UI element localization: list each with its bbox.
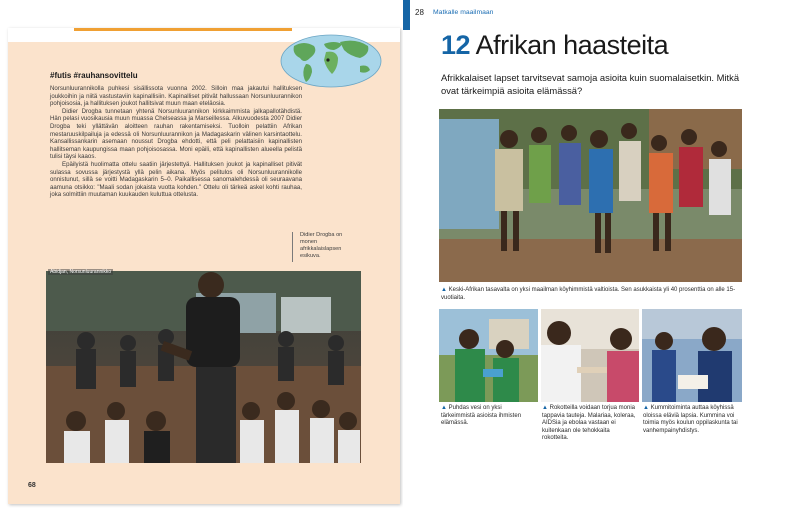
drogba-photo — [46, 271, 361, 463]
chapter-title — [441, 30, 668, 61]
caption-text: Rokotteilla voidaan torjua monia tappavia tauteja. Malariaa, koleraa, AIDSia ja ebolaa vastaan ei kuitenkaan ole tehokkaita rokotteita. — [542, 405, 636, 442]
triangle-marker-icon: ▲ — [441, 287, 447, 293]
side-note-rule — [292, 232, 293, 262]
photo-location-label: Abidjan, Norsunluurannikko — [50, 269, 112, 275]
paragraph: Norsunluurannikolla puhkesi sisällissota vuonna 2002. Silloin maa jakautui hallituksen joukkoihin ja niitä vastustaviin kapinallisiin. Kapinalliset pitivät hallussaan Norsunluurannikon pohjoisosia, ja hallituksen joukot hallitsivat muun maan eteläosia. — [50, 85, 302, 108]
photo-illustration — [439, 109, 742, 282]
caption-text: Kummitoiminta auttaa köyhissä oloissa eläviä lapsia. Kummina voi toimia myös koulun oppilaskunta tai vanhempainyhdistys. — [643, 405, 738, 434]
right-page — [403, 0, 809, 508]
thumb-caption-sponsorship — [643, 405, 739, 435]
triangle-marker-icon: ▲ — [441, 405, 447, 411]
photo-illustration — [46, 271, 361, 463]
top-rule — [74, 28, 292, 31]
world-map-illustration — [280, 34, 382, 88]
left-page — [8, 28, 400, 504]
location-dot — [326, 58, 329, 61]
caption-text: Keski-Afrikan tasavalta on yksi maailman köyhimmistä valtioista. Sen asukkaista yli 40 prosenttia on alle 15-vuotiaita. — [441, 287, 736, 301]
water-photo — [439, 309, 538, 402]
page-number-right: 28 — [415, 8, 424, 17]
chapter-title-text: Afrikan haasteita — [475, 30, 669, 60]
triangle-marker-icon: ▲ — [643, 405, 649, 411]
hashtag-heading: #futis #rauhansovittelu — [50, 71, 138, 80]
main-photo-caption — [441, 287, 741, 302]
thumb-caption-water — [441, 405, 533, 428]
side-note: Didier Drogba on monen afrikkalaislapsen esikuva. — [300, 232, 343, 259]
sponsorship-photo — [642, 309, 742, 402]
page-number-left: 68 — [28, 482, 36, 489]
triangle-marker-icon: ▲ — [542, 405, 548, 411]
section-header: Matkalle maailmaan — [433, 9, 494, 16]
thumb-caption-vaccines — [542, 405, 636, 443]
paragraph: Epäilyistä huolimatta ottelu saatiin järjestettyä. Hallituksen joukot ja kapinalliset pitivät sulassa sovussa järjestystä yllä pelin aikana. Myös pelitulos oli Norsunluurannikolle onnistunut, sillä se voitti Madagaskarin 5–0. Paikallisessa sanomalehdessä oli seuraavana aamuna otsikko: "Maali sodan jokaista vuotta kohden." Ottelu oli tärkeä askel kohti rauhaa, joka solmittiin muutaman kuukauden kuluttua ottelusta. — [50, 160, 302, 199]
vaccination-photo — [541, 309, 639, 402]
children-group-photo — [439, 109, 742, 282]
caption-text: Puhdas vesi on yksi tärkeimmistä asioista ihmisten elämässä. — [441, 405, 522, 427]
lead-paragraph: Afrikkalaiset lapset tarvitsevat samoja asioita kuin suomalaisetkin. Mitkä ovat tärkeimpiä asioita elämässä? — [441, 72, 740, 96]
chapter-number: 12 — [441, 30, 471, 60]
paragraph: Didier Drogba tunnetaan yhtenä Norsunluurannikon kirkkaimmista jalkapallotähdistä. Hän pelasi vuosikausia muun muassa Chelseassa ja Marseillessa. Alkuvuodesta 2007 Didier Drogba teki yllättävän aloitteen rauhan rakentamiseksi. Tuolloin pelattiin Afrikan mestaruuskilpailuja ja edessä oli Norsunluurannikon ja Madagaskarin välinen karsintaottelu. Kansallissankarin asemaan noussut Drogba ehdotti, että peli pelattaisiin kapinallisten hallitseman kaupungissa maan pohjoisosassa. Moni epäili, että kapinallisten alueella pelistä tulisi täysi kaaos. — [50, 107, 302, 161]
article-body — [50, 85, 302, 199]
page-tab-marker — [403, 0, 410, 30]
